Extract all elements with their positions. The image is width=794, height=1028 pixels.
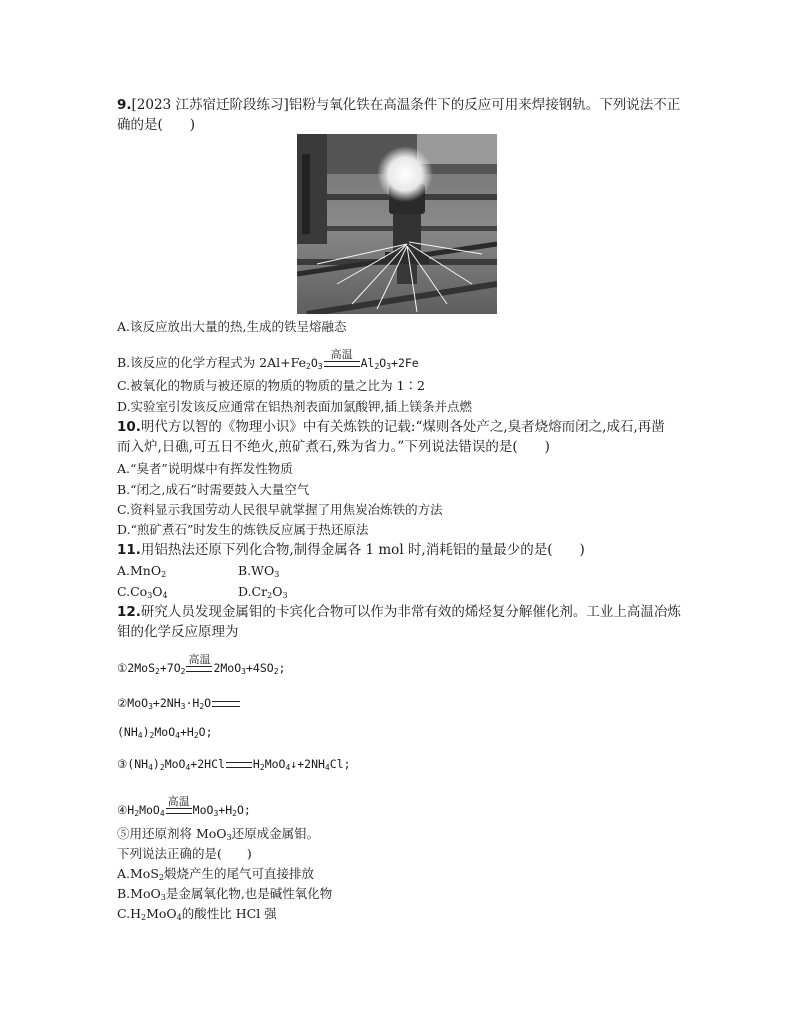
q9-stem-line1 [117,96,680,114]
q9-option-b-text: B.该反应的化学方程式为 2Al+Fe [117,355,306,370]
reaction-equals-sign [212,701,240,707]
q9-option-c: C.被氧化的物质与被还原的物质的物质的量之比为 1∶2 [117,378,425,393]
q9-option-b-products: $Al_2O_3+2Fe$ [360,356,419,371]
q9-option-b [117,347,419,373]
q12-question: 下列说法正确的是( ) [117,846,252,861]
q12-option-b-text: B.MoO [117,886,161,901]
q11-stem [117,541,585,559]
reaction-equals-sign [226,762,252,768]
q11-option-a-text: A.MnO [117,563,162,578]
q11-option-c-text: C.Co [117,584,148,599]
q10-option-c: C.资料显示我国劳动人民很早就掌握了用焦炭冶炼铁的方法 [117,502,443,517]
q12-stem-text: 研究人员发现金属钼的卡宾化合物可以作为非常有效的烯烃复分解催化剂。工业上高温冶炼 [140,604,681,620]
q10-option-b: B.“闭之,成石”时需要鼓入大量空气 [117,482,310,497]
q12-stem-line1 [117,603,681,621]
q12-equation-3: $③(NH_4)_2MoO_4+2HCl$ $H_2MoO_4↓+2NH_4Cl$; [117,757,351,772]
q9-stem-line2: 确的是( ) [117,117,196,133]
q11-option-d-text: D.Cr [238,584,268,599]
q12-option-c-text: C.H [117,906,141,921]
q12-equation-5-text: ⑤用还原剂将 MoO [117,826,227,841]
q12-option-b-tail: 是金属氧化物,也是碱性氧化物 [165,886,333,901]
q12-option-c-tail: 的酸性比 HCl 强 [181,906,277,921]
q9-option-a: A.该反应放出大量的热,生成的铁呈熔融态 [117,319,347,334]
q12-equation-5-tail: 还原成金属钼。 [231,826,320,841]
q11-option-b-text: B.WO [238,563,275,578]
q10-option-d: D.“煎矿煮石”时发生的炼铁反应属于热还原法 [117,522,369,537]
q11-option-d: $D.Cr_2O_3$ [238,584,288,600]
q12-equation-2-products: $(NH_4)_2MoO_4+H_2O$; [117,725,213,740]
reaction-equals-sign [324,347,360,367]
q9-option-d: D.实验室引发该反应通常在铝热剂表面加氯酸钾,插上镁条并点燃 [117,399,473,414]
q10-stem-text: 明代方以智的《物理小识》中有关炼铁的记载:“煤则各处产之,臭者烧熔而闭之,成石,再凿 [140,419,665,435]
reaction-equals-sign [166,794,192,814]
q12-equation-5: ⑤用还原剂将 MoO$_3$还原成金属钼。 [117,826,320,842]
q12-equation-4: $④H_2MoO_4$ 高温 $MoO_3+H_2O$; [117,794,251,818]
q12-option-a-text: A.MoS [117,866,159,881]
q10-stem-line1 [117,418,665,436]
q11-option-c: $C.Co_3O_4$ [117,584,168,600]
q11-stem-text: 用铝热法还原下列化合物,制得金属各 1 mol 时,消耗铝的量最少的是( ) [140,542,585,558]
q9-number: 9. [117,97,132,113]
q10-stem-line2: 而入炉,日礁,可五日不绝火,煎矿煮石,殊为省力。”下列说法错误的是( ) [117,439,550,455]
q12-equation-1: $①2MoS_2+7O_2$ 高温 $2MoO_3+4SO_2$; [117,652,286,676]
q12-option-c: $C.H_2MoO_4$的酸性比 HCl 强 [117,906,277,922]
q12-option-a-tail: 煅烧产生的尾气可直接排放 [163,866,314,881]
reaction-condition: 高温 [330,347,353,361]
q9-stem-text: [2023 江苏宿迁阶段练习]铝粉与氧化铁在高温条件下的反应可用来焊接钢轨。下列说法不正 [131,97,681,113]
q12-option-a: A.MoS$_2$煅烧产生的尾气可直接排放 [117,866,314,882]
reaction-equals-sign [186,652,212,672]
q11-option-a: A.MnO$_2$ [117,563,167,579]
reaction-condition: 高温 [188,652,211,666]
q12-stem-line2: 钼的化学反应原理为 [117,624,239,640]
reaction-condition: 高温 [167,794,190,808]
q12-option-b: B.MoO$_3$是金属氧化物,也是碱性氧化物 [117,886,333,902]
q9-option-b-formula: $_2O_3$ [305,356,323,371]
welding-rail-photo [297,134,497,314]
q12-number: 12. [117,604,141,620]
q11-option-b: $B.WO_3$ [238,563,280,579]
q11-number: 11. [117,542,141,558]
q10-number: 10. [117,419,141,435]
q12-equation-2: $②MoO_3+2NH_3\cdot H_2O$ [117,695,241,711]
q10-option-a: A.“臭者”说明煤中有挥发性物质 [117,461,293,476]
